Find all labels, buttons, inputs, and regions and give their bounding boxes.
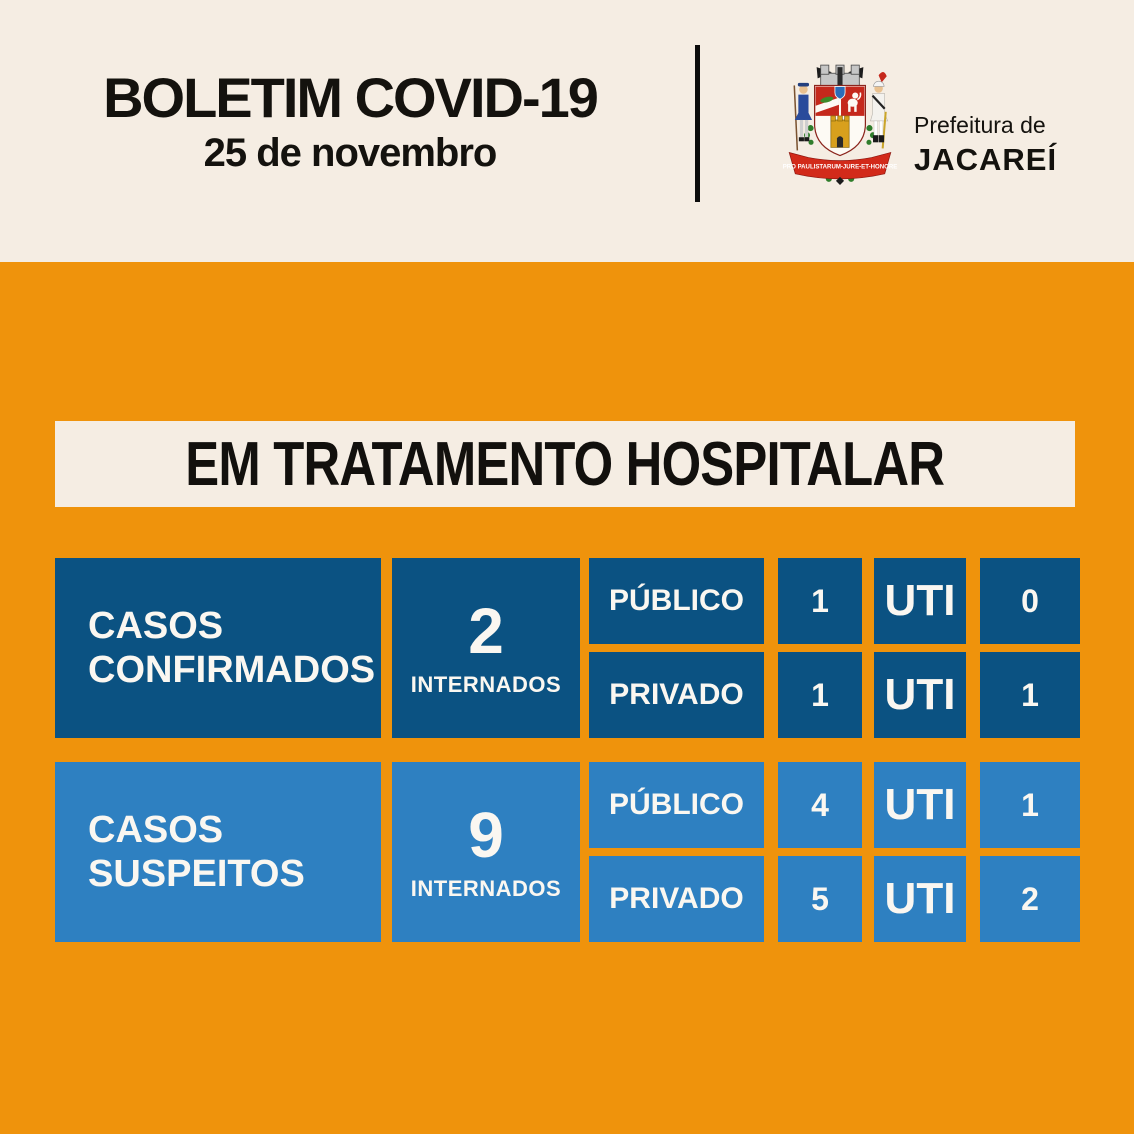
tower-icon xyxy=(831,116,849,147)
confirmados-total-label: INTERNADOS xyxy=(410,671,562,697)
section-banner xyxy=(55,421,1075,507)
right-supporter-icon xyxy=(870,72,887,148)
count-value: 4 xyxy=(811,786,829,823)
suspeitos-label-line1: CASOS xyxy=(88,808,224,851)
count-value: 5 xyxy=(811,880,829,917)
confirmados-privado-count-cell xyxy=(778,652,862,738)
count-value: 1 xyxy=(811,582,829,619)
page-title: BOLETIM COVID-19 xyxy=(103,66,597,129)
suspeitos-total-label: INTERNADOS xyxy=(410,875,562,901)
suspeitos-label-cell xyxy=(55,762,381,942)
uti-count-value: 1 xyxy=(1021,786,1039,823)
suspeitos-publico-uti-count-cell xyxy=(980,762,1080,848)
confirmados-publico-uti-count-cell xyxy=(980,558,1080,644)
motto-text: PRO PAULISTARUM-JURE-ET-HONORE xyxy=(782,163,898,171)
sector-label: PRIVADO xyxy=(609,882,744,915)
suspeitos-total-value: 9 xyxy=(468,798,504,871)
jacarei-coat-of-arms-icon xyxy=(776,54,904,190)
org-prefix: Prefeitura de xyxy=(914,112,1046,138)
confirmados-privado-uti-cell xyxy=(874,652,966,738)
sector-label: PÚBLICO xyxy=(609,788,744,821)
suspeitos-privado-uti-count-cell xyxy=(980,856,1080,942)
confirmados-label-cell xyxy=(55,558,381,738)
bulletin-date: 25 de novembro xyxy=(203,131,497,175)
confirmados-label-line2: CONFIRMADOS xyxy=(88,649,376,691)
suspeitos-total-cell xyxy=(392,762,580,942)
uti-label: UTI xyxy=(884,670,956,719)
uti-label: UTI xyxy=(884,576,956,625)
confirmados-total-cell xyxy=(392,558,580,738)
suspeitos-publico-count-cell xyxy=(778,762,862,848)
suspeitos-publico-uti-cell xyxy=(874,762,966,848)
confirmados-publico-count-cell xyxy=(778,558,862,644)
uti-label: UTI xyxy=(884,780,956,829)
header-divider xyxy=(695,45,700,202)
row-casos-suspeitos xyxy=(55,762,1080,942)
left-supporter-icon xyxy=(794,83,812,151)
row-casos-confirmados xyxy=(55,558,1080,738)
suspeitos-label-line2: SUSPEITOS xyxy=(88,853,305,895)
count-value: 1 xyxy=(811,676,829,713)
sector-label: PÚBLICO xyxy=(609,584,744,617)
confirmados-total-value: 2 xyxy=(468,594,504,667)
confirmados-privado-cell xyxy=(589,652,764,738)
castle-wall-crest-icon xyxy=(821,65,860,87)
section-title: EM TRATAMENTO HOSPITALAR xyxy=(185,429,945,499)
uti-count-value: 0 xyxy=(1021,582,1039,619)
suspeitos-privado-uti-cell xyxy=(874,856,966,942)
uti-label: UTI xyxy=(884,874,956,923)
sector-label: PRIVADO xyxy=(609,678,744,711)
uti-count-value: 2 xyxy=(1021,880,1039,917)
suspeitos-privado-cell xyxy=(589,856,764,942)
suspeitos-publico-cell xyxy=(589,762,764,848)
shield-icon xyxy=(815,85,866,155)
suspeitos-privado-count-cell xyxy=(778,856,862,942)
confirmados-privado-uti-count-cell xyxy=(980,652,1080,738)
confirmados-label-line1: CASOS xyxy=(88,604,224,647)
confirmados-publico-cell xyxy=(589,558,764,644)
org-name: JACAREÍ xyxy=(914,142,1058,177)
header xyxy=(0,0,1134,262)
uti-count-value: 1 xyxy=(1021,676,1039,713)
org-wordmark xyxy=(914,112,1057,178)
confirmados-publico-uti-cell xyxy=(874,558,966,644)
header-titles xyxy=(30,66,670,176)
